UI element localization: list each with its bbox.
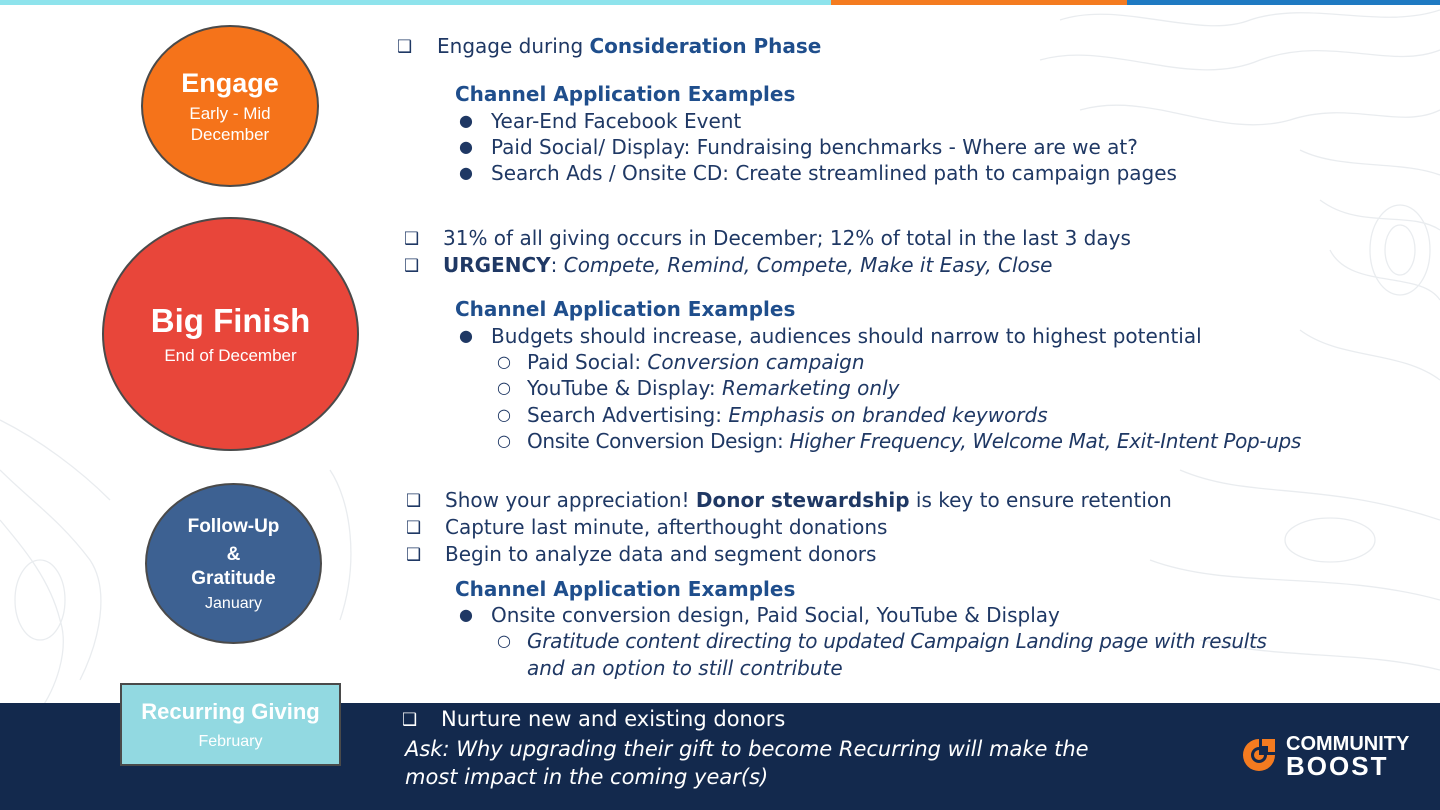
big-finish-channel-heading: Channel Application Examples (455, 297, 796, 321)
engage-subtitle-line1: Early - Mid (189, 103, 271, 123)
urgency-separator: : (550, 253, 564, 277)
bullet-icon: ● (459, 163, 473, 182)
sub-bullet-detail: Higher Frequency, Welcome Mat, Exit-Intent Pop-ups (789, 429, 1301, 453)
engage-title: Engage (181, 67, 279, 98)
checkbox-icon: ❑ (402, 710, 418, 730)
checkbox-icon: ❑ (406, 518, 422, 538)
sub-bullet-label: Paid Social: (527, 350, 648, 374)
engage-bullet-2: Paid Social/ Display: Fundraising benchmarks - Where are we at? (491, 135, 1138, 159)
engage-bullet-3: Search Ads / Onsite CD: Create streamlined path to campaign pages (491, 161, 1177, 185)
big-finish-bullet: Budgets should increase, audiences should narrow to highest potential (491, 324, 1202, 348)
logo-line2: BOOST (1286, 751, 1389, 781)
sub-bullet-detail: Remarketing only (722, 376, 900, 400)
recurring-giving-box (120, 683, 341, 766)
sub-bullet-icon: ○ (497, 431, 511, 450)
follow-up-sub-bullet-line2: and an option to still contribute (527, 656, 843, 680)
follow-up-channel-heading: Channel Application Examples (455, 577, 796, 601)
recurring-ask-line1: Ask: Why upgrading their gift to become Recurring will make the (405, 737, 1089, 761)
community-boost-logo-icon (1240, 736, 1278, 774)
big-finish-title: Big Finish (150, 302, 311, 339)
engage-point (437, 33, 821, 59)
bullet-icon: ● (459, 111, 473, 130)
engage-subtitle-line2: December (190, 124, 270, 144)
big-finish-sub-bullet-1 (527, 349, 865, 375)
follow-up-subtitle: January (205, 594, 262, 612)
community-boost-logo (1240, 733, 1410, 781)
recurring-subtitle: February (198, 732, 263, 750)
engage-bullet-1: Year-End Facebook Event (491, 109, 742, 133)
sub-bullet-label: Search Advertising: (527, 403, 729, 427)
logo-line1: COMMUNITY (1286, 733, 1410, 755)
recurring-ask-line2: most impact in the coming year(s) (405, 765, 769, 789)
logo-wordmark (1286, 733, 1410, 781)
follow-up-title-line2: & (226, 543, 241, 565)
sub-bullet-icon: ○ (497, 378, 511, 397)
big-finish-subtitle: End of December (164, 346, 297, 365)
follow-up-point-2: Capture last minute, afterthought donations (445, 515, 888, 539)
bullet-icon: ● (459, 326, 473, 345)
big-finish-phase-circle (102, 217, 359, 451)
follow-up-point-1-prefix: Show your appreciation! (445, 488, 696, 512)
big-finish-point-2 (443, 252, 1052, 278)
follow-up-title-line1: Follow-Up (187, 515, 280, 537)
bullet-icon: ● (459, 605, 473, 624)
sub-bullet-detail: Conversion campaign (647, 350, 865, 374)
engage-point-bold: Consideration Phase (589, 34, 822, 58)
sub-bullet-label: YouTube & Display: (527, 376, 722, 400)
donor-stewardship-label: Donor stewardship (695, 488, 910, 512)
sub-bullet-icon: ○ (497, 631, 511, 650)
recurring-title: Recurring Giving (141, 698, 320, 724)
follow-up-point-3: Begin to analyze data and segment donors (445, 542, 877, 566)
follow-up-point-1-suffix: is key to ensure retention (909, 488, 1172, 512)
checkbox-icon: ❑ (406, 545, 422, 565)
urgency-detail: Compete, Remind, Compete, Make it Easy, Close (563, 253, 1053, 277)
sub-bullet-icon: ○ (497, 352, 511, 371)
checkbox-icon: ❑ (404, 229, 420, 249)
big-finish-sub-bullet-2 (527, 375, 899, 401)
follow-up-bullet: Onsite conversion design, Paid Social, YouTube & Display (491, 603, 1060, 627)
urgency-label: URGENCY (443, 253, 551, 277)
checkbox-icon: ❑ (404, 256, 420, 276)
engage-phase-circle (141, 25, 319, 187)
recurring-point: Nurture new and existing donors (441, 707, 786, 731)
checkbox-icon: ❑ (397, 37, 413, 57)
follow-up-title-line3: Gratitude (191, 567, 276, 589)
bullet-icon: ● (459, 137, 473, 156)
sub-bullet-detail: Emphasis on branded keywords (728, 403, 1048, 427)
big-finish-sub-bullet-3 (527, 402, 1048, 428)
sub-bullet-label: Onsite Conversion Design: (527, 429, 790, 453)
big-finish-sub-bullet-4 (527, 428, 1301, 454)
engage-channel-heading: Channel Application Examples (455, 82, 796, 106)
sub-bullet-icon: ○ (497, 405, 511, 424)
engage-point-prefix: Engage during (437, 34, 590, 58)
checkbox-icon: ❑ (406, 491, 422, 511)
follow-up-phase-circle (145, 483, 322, 644)
follow-up-point-1 (445, 487, 1172, 513)
follow-up-sub-bullet-line1: Gratitude content directing to updated Campaign Landing page with results (527, 629, 1267, 653)
big-finish-point-1: 31% of all giving occurs in December; 12% of total in the last 3 days (443, 226, 1131, 250)
